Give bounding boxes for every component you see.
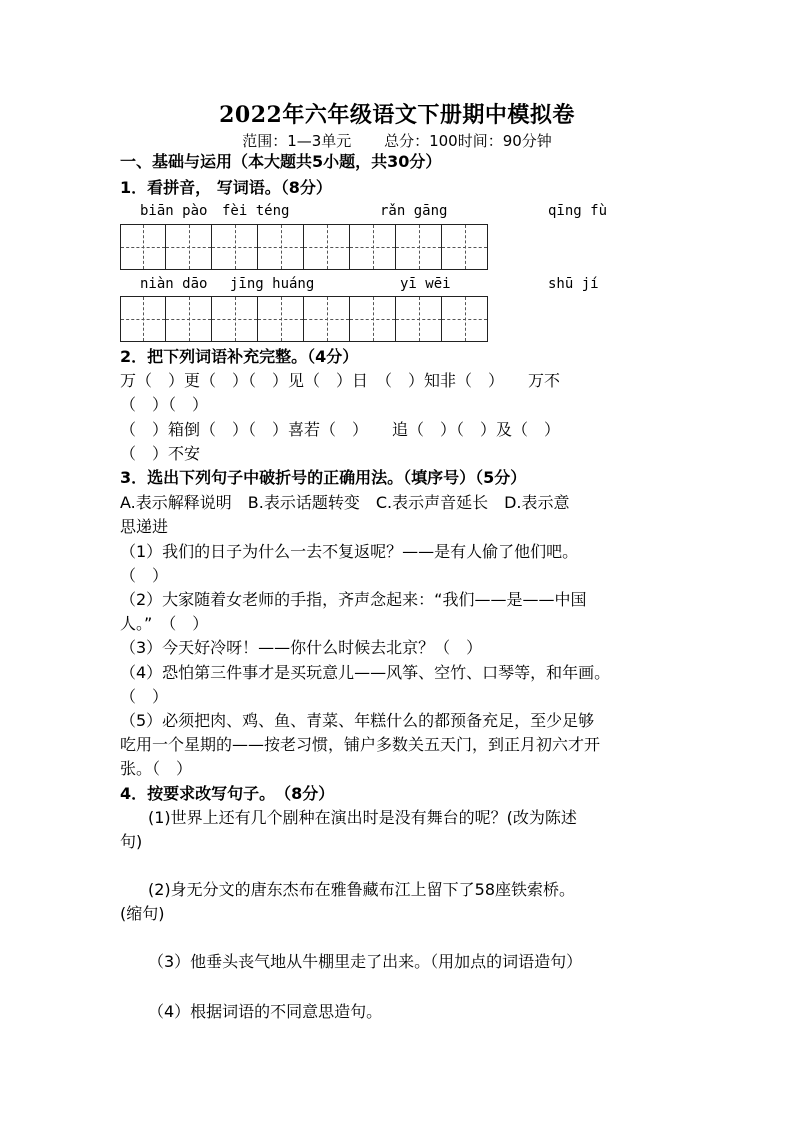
question-3-sentence: 吃用一个星期的——按老习惯，铺户多数关五天门，到正月初六才开 [120, 735, 601, 754]
writing-cell[interactable] [304, 224, 350, 270]
pinyin-label: fèi téng [222, 203, 290, 219]
question-2-line: 万（ ）更（ ）（ ）见（ ）日 （ ）知非（ ） 万不 [120, 371, 561, 390]
question-3-sentence[interactable]: 人。” （ ） [120, 614, 209, 633]
writing-cell[interactable] [442, 296, 488, 342]
answer-blank[interactable]: （ ） [120, 566, 169, 585]
writing-cell[interactable] [442, 224, 488, 270]
question-4-title: 4．按要求改写句子。 （8分） [120, 784, 335, 803]
question-3-sentence[interactable]: （3）今天好冷呀！——你什么时候去北京？（ ） [120, 638, 483, 657]
pinyin-label: yī wēi [400, 276, 451, 292]
writing-cell[interactable] [350, 224, 396, 270]
question-3-sentence: （4）恐怕第三件事才是买玩意儿——风筝、空竹、口琴等，和年画。 [120, 663, 611, 682]
pinyin-label: biān pào [140, 203, 208, 219]
question-3-sentence[interactable]: 张。（ ） [120, 759, 193, 778]
writing-cell[interactable] [120, 296, 166, 342]
writing-grid-row-1 [120, 224, 488, 270]
question-4-item: (2)身无分文的唐东杰布在雅鲁藏布江上留下了58座铁索桥。 [148, 880, 576, 899]
writing-cell[interactable] [212, 224, 258, 270]
writing-cell[interactable] [258, 224, 304, 270]
section-heading: 一、基础与运用（本大题共5小题，共30分） [120, 152, 442, 171]
question-4-item: 句) [120, 832, 143, 851]
question-4-item: (1)世界上还有几个剧种在演出时是没有舞台的呢？(改为陈述 [148, 808, 577, 827]
writing-cell[interactable] [396, 296, 442, 342]
question-2-line: （ ）不安 [120, 444, 201, 463]
question-3-sentence: （5）必须把肉、鸡、鱼、青菜、年糕什么的都预备充足，至少足够 [120, 711, 595, 730]
writing-cell[interactable] [396, 224, 442, 270]
question-2-line: （ ）（ ） [120, 395, 209, 414]
question-3-options: A.表示解释说明 B.表示话题转变 C.表示声音延长 D.表示意 [120, 493, 570, 512]
pinyin-label: niàn dāo [140, 276, 208, 292]
writing-cell[interactable] [166, 224, 212, 270]
writing-cell[interactable] [212, 296, 258, 342]
pinyin-label: jīng huáng [230, 276, 315, 292]
question-1-title: 1．看拼音， 写词语。（8分） [120, 178, 332, 197]
question-3-sentence: （1）我们的日子为什么一去不复返呢？——是有人偷了他们吧。 [120, 542, 579, 561]
writing-grid-row-2 [120, 296, 488, 342]
question-2-line: （ ）箱倒（ ）（ ）喜若（ ） 追（ ）（ ）及（ ） [120, 420, 561, 439]
writing-cell[interactable] [350, 296, 396, 342]
exam-score-time: 总分：100时间：90分钟 [384, 132, 552, 150]
question-4-item: （4）根据词语的不同意思造句。 [148, 1002, 383, 1021]
exam-info [0, 130, 794, 151]
question-4-item: (缩句) [120, 904, 165, 923]
page-title: 2022年六年级语文下册期中模拟卷 [219, 102, 575, 128]
writing-cell[interactable] [120, 224, 166, 270]
question-3-title: 3．选出下列句子中破折号的正确用法。（填序号）（5分） [120, 468, 527, 487]
writing-cell[interactable] [258, 296, 304, 342]
pinyin-label: qīng fù [548, 203, 608, 219]
exam-scope: 范围：1—3单元 [242, 132, 352, 150]
question-3-options: 思递进 [120, 517, 169, 536]
pinyin-label: shū jí [548, 276, 599, 292]
question-4-item: （3）他垂头丧气地从牛棚里走了出来。（用加点的词语造句） [148, 952, 583, 971]
question-2-title: 2．把下列词语补充完整。（4分） [120, 347, 359, 366]
writing-cell[interactable] [166, 296, 212, 342]
writing-cell[interactable] [304, 296, 350, 342]
pinyin-label: rǎn gāng [380, 203, 448, 219]
answer-blank[interactable]: （ ） [120, 687, 169, 706]
question-3-sentence: （2）大家随着女老师的手指，齐声念起来：“我们——是——中国 [120, 590, 587, 609]
